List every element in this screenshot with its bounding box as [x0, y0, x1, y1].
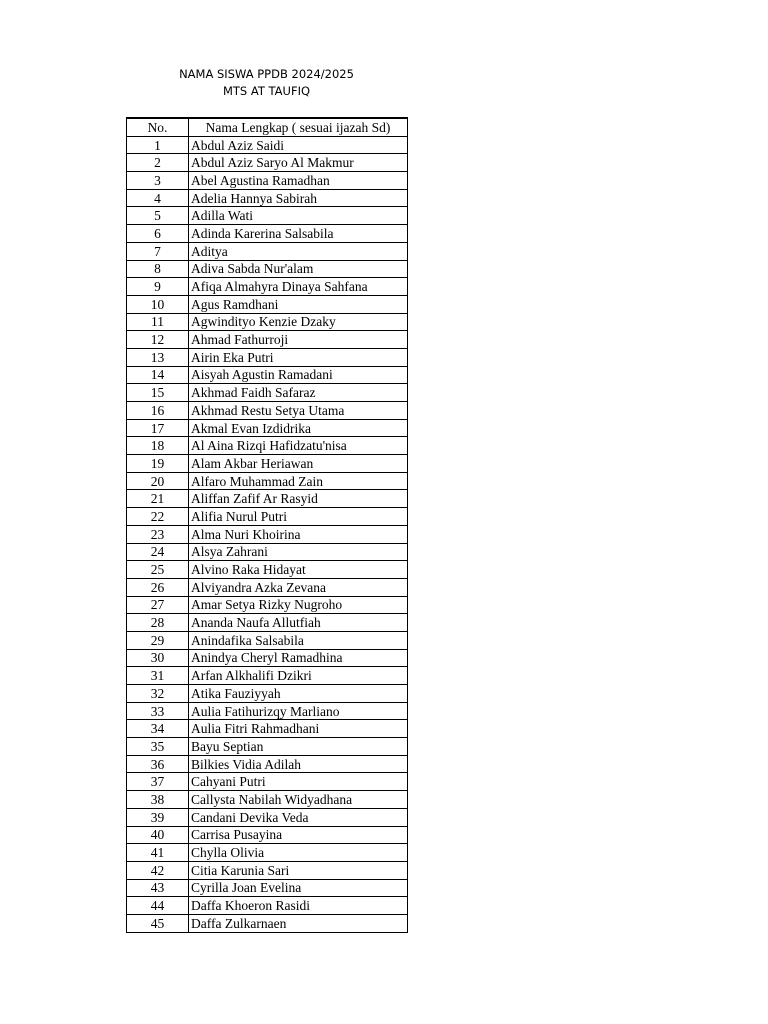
table-row	[127, 667, 408, 685]
row-number-cell: 4	[127, 189, 189, 207]
table-row	[127, 384, 408, 402]
student-name-cell: Abdul Aziz Saryo Al Makmur	[189, 154, 408, 172]
row-number-cell: 34	[127, 720, 189, 738]
table-row	[127, 525, 408, 543]
student-name-cell: Adilla Wati	[189, 207, 408, 225]
table-row	[127, 348, 408, 366]
table-row	[127, 914, 408, 932]
row-number-cell: 15	[127, 384, 189, 402]
student-name-cell: Aditya	[189, 242, 408, 260]
student-name-cell: Agus Ramdhani	[189, 295, 408, 313]
row-number-cell: 32	[127, 685, 189, 703]
row-number-cell: 18	[127, 437, 189, 455]
student-name-cell: Aisyah Agustin Ramadani	[189, 366, 408, 384]
table-row	[127, 808, 408, 826]
student-name-cell: Bilkies Vidia Adilah	[189, 755, 408, 773]
table-row	[127, 172, 408, 190]
student-name-cell: Arfan Alkhalifi Dzikri	[189, 667, 408, 685]
student-name-cell: Alvino Raka Hidayat	[189, 561, 408, 579]
row-number-cell: 43	[127, 879, 189, 897]
table-row	[127, 702, 408, 720]
row-number-cell: 40	[127, 826, 189, 844]
table-row	[127, 313, 408, 331]
row-number-cell: 11	[127, 313, 189, 331]
student-name-cell: Akhmad Faidh Safaraz	[189, 384, 408, 402]
student-name-cell: Alfaro Muhammad Zain	[189, 472, 408, 490]
table-row	[127, 331, 408, 349]
table-row	[127, 225, 408, 243]
student-name-cell: Candani Devika Veda	[189, 808, 408, 826]
row-number-cell: 3	[127, 172, 189, 190]
student-name-cell: Cyrilla Joan Evelina	[189, 879, 408, 897]
table-row	[127, 578, 408, 596]
student-table	[126, 117, 408, 933]
row-number-cell: 10	[127, 295, 189, 313]
row-number-cell: 17	[127, 419, 189, 437]
student-name-cell: Cahyani Putri	[189, 773, 408, 791]
school-name: MTS AT TAUFIQ	[222, 84, 311, 98]
student-name-cell: Bayu Septian	[189, 738, 408, 756]
student-name-cell: Akhmad Restu Setya Utama	[189, 402, 408, 420]
table-row	[127, 879, 408, 897]
row-number-cell: 28	[127, 614, 189, 632]
table-row	[127, 189, 408, 207]
table-row	[127, 596, 408, 614]
row-number-cell: 44	[127, 897, 189, 915]
row-number-cell: 25	[127, 561, 189, 579]
row-number-cell: 36	[127, 755, 189, 773]
row-number-cell: 41	[127, 844, 189, 862]
row-number-cell: 33	[127, 702, 189, 720]
title-block	[126, 66, 407, 100]
row-number-cell: 24	[127, 543, 189, 561]
student-name-cell: Aliffan Zafif Ar Rasyid	[189, 490, 408, 508]
student-name-cell: Alam Akbar Heriawan	[189, 455, 408, 473]
student-name-cell: Abdul Aziz Saidi	[189, 136, 408, 154]
row-number-cell: 23	[127, 525, 189, 543]
table-row	[127, 419, 408, 437]
row-number-cell: 26	[127, 578, 189, 596]
student-table-wrapper	[126, 117, 408, 933]
row-number-cell: 27	[127, 596, 189, 614]
student-name-cell: Citia Karunia Sari	[189, 861, 408, 879]
column-header-name: Nama Lengkap ( sesuai ijazah Sd)	[189, 118, 408, 136]
table-row	[127, 490, 408, 508]
table-row	[127, 278, 408, 296]
student-name-cell: Ahmad Fathurroji	[189, 331, 408, 349]
student-name-cell: Agwindityo Kenzie Dzaky	[189, 313, 408, 331]
student-name-cell: Anindafika Salsabila	[189, 631, 408, 649]
table-row	[127, 366, 408, 384]
student-name-cell: Airin Eka Putri	[189, 348, 408, 366]
row-number-cell: 21	[127, 490, 189, 508]
row-number-cell: 6	[127, 225, 189, 243]
student-name-cell: Daffa Khoeron Rasidi	[189, 897, 408, 915]
student-name-cell: Adiva Sabda Nur'alam	[189, 260, 408, 278]
table-row	[127, 402, 408, 420]
table-row	[127, 791, 408, 809]
table-row	[127, 508, 408, 526]
table-row	[127, 614, 408, 632]
student-name-cell: Akmal Evan Izdidrika	[189, 419, 408, 437]
student-name-cell: Aulia Fatihurizqy Marliano	[189, 702, 408, 720]
student-name-cell: Abel Agustina Ramadhan	[189, 172, 408, 190]
row-number-cell: 1	[127, 136, 189, 154]
table-row	[127, 685, 408, 703]
table-row	[127, 738, 408, 756]
row-number-cell: 16	[127, 402, 189, 420]
row-number-cell: 9	[127, 278, 189, 296]
row-number-cell: 20	[127, 472, 189, 490]
row-number-cell: 19	[127, 455, 189, 473]
student-name-cell: Carrisa Pusayina	[189, 826, 408, 844]
student-name-cell: Ananda Naufa Allutfiah	[189, 614, 408, 632]
student-name-cell: Alifia Nurul Putri	[189, 508, 408, 526]
row-number-cell: 37	[127, 773, 189, 791]
student-name-cell: Al Aina Rizqi Hafidzatu'nisa	[189, 437, 408, 455]
row-number-cell: 29	[127, 631, 189, 649]
table-row	[127, 631, 408, 649]
student-name-cell: Daffa Zulkarnaen	[189, 914, 408, 932]
student-name-cell: Callysta Nabilah Widyadhana	[189, 791, 408, 809]
student-name-cell: Chylla Olivia	[189, 844, 408, 862]
row-number-cell: 38	[127, 791, 189, 809]
row-number-cell: 13	[127, 348, 189, 366]
table-row	[127, 154, 408, 172]
table-row	[127, 649, 408, 667]
row-number-cell: 45	[127, 914, 189, 932]
table-row	[127, 543, 408, 561]
table-header-row	[127, 118, 408, 136]
row-number-cell: 22	[127, 508, 189, 526]
row-number-cell: 30	[127, 649, 189, 667]
student-name-cell: Alma Nuri Khoirina	[189, 525, 408, 543]
row-number-cell: 2	[127, 154, 189, 172]
row-number-cell: 8	[127, 260, 189, 278]
table-row	[127, 260, 408, 278]
row-number-cell: 14	[127, 366, 189, 384]
document-title: NAMA SISWA PPDB 2024/2025	[179, 67, 354, 81]
student-name-cell: Anindya Cheryl Ramadhina	[189, 649, 408, 667]
student-name-cell: Alviyandra Azka Zevana	[189, 578, 408, 596]
student-name-cell: Alsya Zahrani	[189, 543, 408, 561]
table-row	[127, 455, 408, 473]
student-name-cell: Afiqa Almahyra Dinaya Sahfana	[189, 278, 408, 296]
table-row	[127, 242, 408, 260]
table-row	[127, 755, 408, 773]
student-name-cell: Aulia Fitri Rahmadhani	[189, 720, 408, 738]
row-number-cell: 42	[127, 861, 189, 879]
row-number-cell: 35	[127, 738, 189, 756]
table-row	[127, 295, 408, 313]
table-row	[127, 861, 408, 879]
table-row	[127, 437, 408, 455]
row-number-cell: 7	[127, 242, 189, 260]
row-number-cell: 39	[127, 808, 189, 826]
table-body	[127, 136, 408, 932]
table-row	[127, 897, 408, 915]
table-row	[127, 136, 408, 154]
student-name-cell: Amar Setya Rizky Nugroho	[189, 596, 408, 614]
table-row	[127, 561, 408, 579]
column-header-no: No.	[127, 118, 189, 136]
table-row	[127, 773, 408, 791]
table-row	[127, 844, 408, 862]
student-name-cell: Atika Fauziyyah	[189, 685, 408, 703]
row-number-cell: 5	[127, 207, 189, 225]
table-row	[127, 826, 408, 844]
row-number-cell: 12	[127, 331, 189, 349]
student-name-cell: Adelia Hannya Sabirah	[189, 189, 408, 207]
row-number-cell: 31	[127, 667, 189, 685]
table-row	[127, 720, 408, 738]
table-row	[127, 207, 408, 225]
student-name-cell: Adinda Karerina Salsabila	[189, 225, 408, 243]
table-row	[127, 472, 408, 490]
